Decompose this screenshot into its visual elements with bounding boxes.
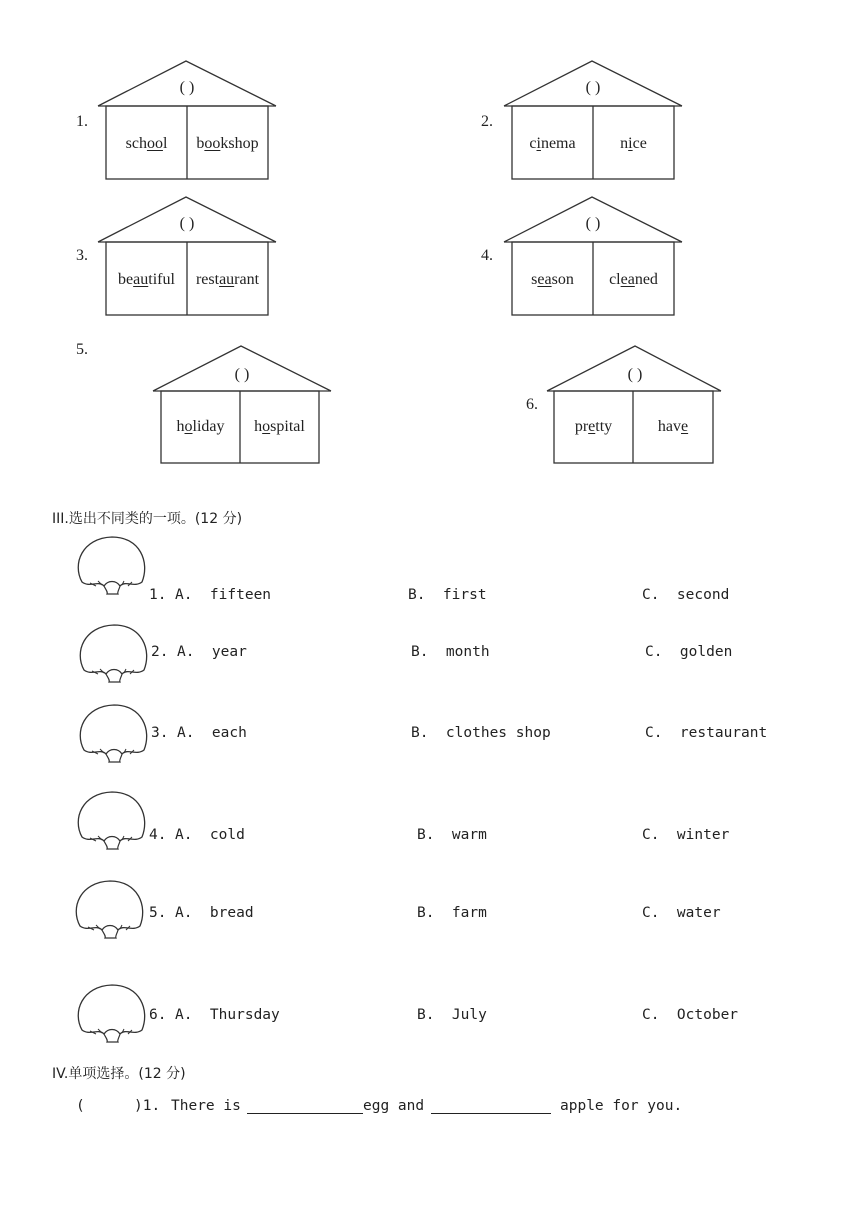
house-outline [502, 195, 684, 317]
q3-5-option-a[interactable]: A. bread [175, 905, 254, 921]
q3-4-option-c[interactable]: C. winter [642, 827, 730, 843]
house-4 [502, 195, 684, 317]
answer-paren[interactable]: ( ) [234, 366, 250, 383]
q3-6-option-a[interactable]: A. Thursday [175, 1007, 280, 1023]
q3-6-option-b[interactable]: B. July [417, 1007, 487, 1023]
house-number-4: 4. [481, 247, 493, 264]
q3-5-option-c[interactable]: C. water [642, 905, 721, 921]
q3-4-option-b[interactable]: B. warm [417, 827, 487, 843]
mushroom-icon [78, 622, 150, 690]
word-left: holiday [176, 418, 225, 435]
word-left: school [125, 135, 168, 152]
house-outline [151, 344, 333, 466]
q3-5-option-b[interactable]: B. farm [417, 905, 487, 921]
house-number-6: 6. [526, 396, 538, 413]
house-number-2: 2. [481, 113, 493, 130]
q3-6-option-c[interactable]: C. October [642, 1007, 739, 1023]
q3-3-num: 3. [151, 725, 169, 741]
q4-1-text-1: There is [171, 1098, 241, 1114]
answer-paren[interactable]: ( ) [179, 215, 195, 232]
answer-paren[interactable]: ( ) [179, 79, 195, 96]
word-left: pretty [574, 418, 613, 435]
word-left: season [531, 271, 574, 288]
q3-4-num: 4. [149, 827, 167, 843]
house-3 [96, 195, 278, 317]
mushroom-icon [76, 982, 148, 1050]
answer-paren[interactable]: ( ) [627, 366, 643, 383]
q3-1-num: 1. [149, 587, 167, 603]
word-right: hospital [254, 418, 305, 435]
house-outline [502, 59, 684, 181]
word-right: restaurant [195, 271, 260, 288]
section-4-heading: IV.单项选择。(12 分) [52, 1066, 186, 1082]
q3-1-option-b[interactable]: B. first [408, 587, 487, 603]
q3-1-option-a[interactable]: A. fifteen [175, 587, 272, 603]
house-1 [96, 59, 278, 181]
q3-3-option-a[interactable]: A. each [177, 725, 247, 741]
q3-2-option-a[interactable]: A. year [177, 644, 247, 660]
q4-1-text-3: apple for you. [560, 1098, 683, 1114]
mushroom-icon [76, 789, 148, 857]
house-outline [545, 344, 727, 466]
q3-3-option-c[interactable]: C. restaurant [645, 725, 768, 741]
word-right: cleaned [609, 271, 658, 288]
house-outline [96, 59, 278, 181]
q3-3-option-b[interactable]: B. clothes shop [411, 725, 551, 741]
q3-6-num: 6. [149, 1007, 167, 1023]
q3-4-option-a[interactable]: A. cold [175, 827, 245, 843]
house-6 [545, 344, 727, 466]
mushroom-icon [78, 702, 150, 770]
q4-1-paren-open[interactable]: ( [76, 1098, 85, 1114]
house-5 [151, 344, 333, 466]
q4-1-paren-close: )1. [134, 1098, 161, 1114]
q3-2-option-b[interactable]: B. month [411, 644, 490, 660]
mushroom-icon [74, 878, 146, 946]
word-right: have [657, 418, 689, 435]
q3-2-num: 2. [151, 644, 169, 660]
word-left: cinema [529, 135, 576, 152]
answer-paren[interactable]: ( ) [585, 79, 601, 96]
house-number-5: 5. [76, 341, 88, 358]
q4-1-text-2: egg and [363, 1098, 425, 1114]
house-2 [502, 59, 684, 181]
word-right: bookshop [196, 135, 259, 152]
q3-1-option-c[interactable]: C. second [642, 587, 730, 603]
section-3-heading: III.选出不同类的一项。(12 分) [52, 511, 243, 527]
q3-2-option-c[interactable]: C. golden [645, 644, 733, 660]
word-left: beautiful [118, 271, 175, 288]
mushroom-icon [76, 534, 148, 602]
word-right: nice [620, 135, 647, 152]
house-number-1: 1. [76, 113, 88, 130]
house-outline [96, 195, 278, 317]
house-number-3: 3. [76, 247, 88, 264]
q4-1-blank-2[interactable] [431, 1099, 551, 1114]
q3-5-num: 5. [149, 905, 167, 921]
answer-paren[interactable]: ( ) [585, 215, 601, 232]
q4-1-blank-1[interactable] [247, 1099, 363, 1114]
